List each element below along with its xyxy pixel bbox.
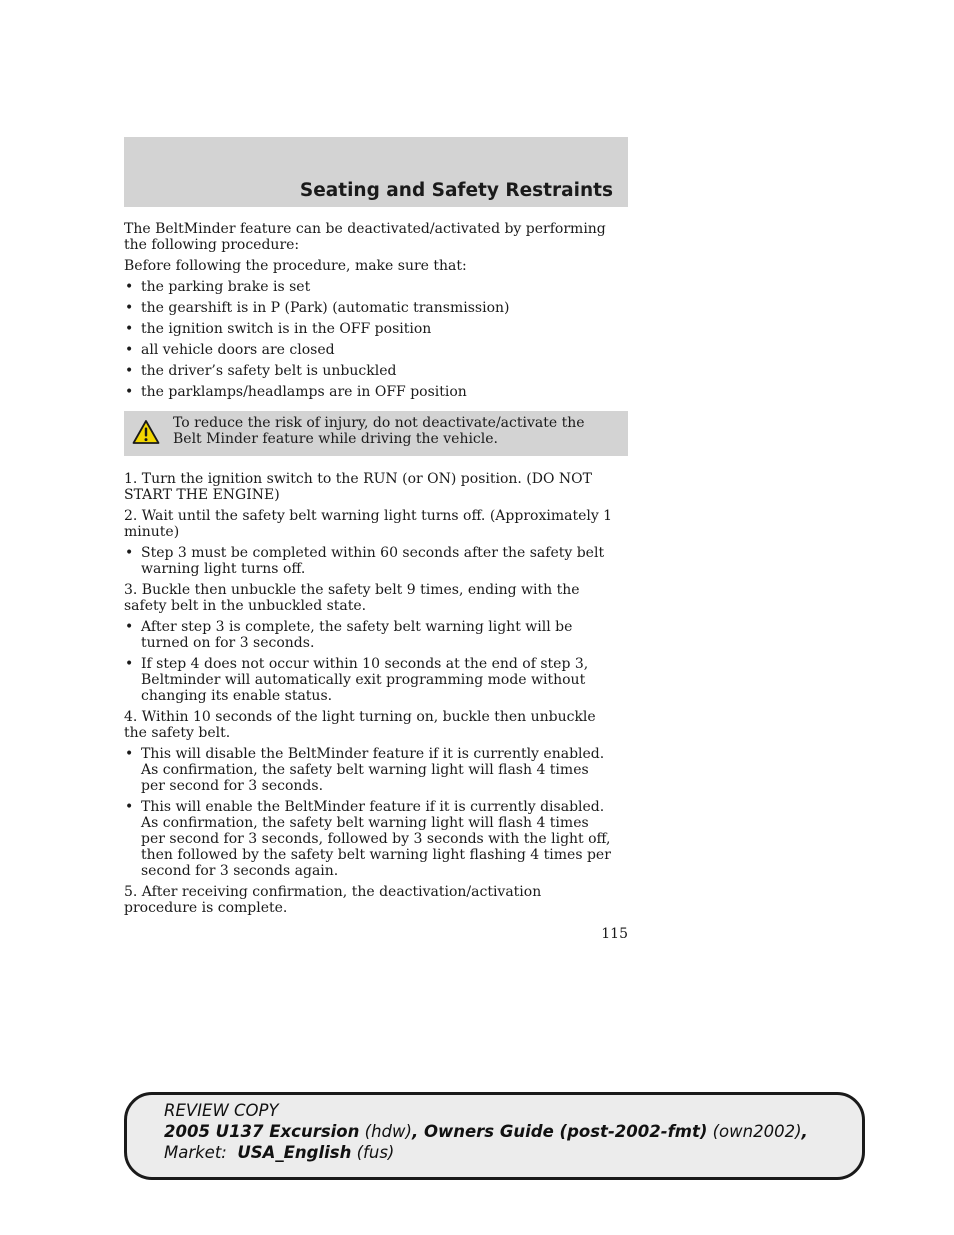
footer-market-line: Market: USA_English (fus) [164, 1143, 395, 1162]
preconditions-list [124, 279, 614, 400]
bullet-icon: • [125, 279, 134, 295]
warning-text: To reduce the risk of injury, do not deactivate/activate the Belt Minder feature while driving the vehicle. [173, 415, 585, 447]
review-copy-footer [124, 1092, 865, 1180]
list-item: • This will disable the BeltMinder feature if it is currently enabled. As confirmation, the safety belt warning light will flash 4 times per second for 3 seconds. [125, 746, 605, 794]
bullet-icon: • [125, 746, 134, 762]
footer-model-line: 2005 U137 Excursion (hdw), Owners Guide (post-2002-fmt) (own2002), [164, 1122, 808, 1141]
bullet-icon: • [125, 300, 134, 316]
bullet-icon: • [125, 342, 134, 358]
bullet-icon: • [125, 619, 134, 635]
list-item: • the ignition switch is in the OFF position [125, 321, 432, 337]
warning-box [124, 411, 628, 456]
bullet-icon: • [125, 799, 134, 815]
bullet-icon: • [125, 321, 134, 337]
list-item: • This will enable the BeltMinder feature if it is currently disabled. As confirmation, the safety belt warning light will flash 4 times per second for 3 seconds, followed by 3 seconds with the light off, then followed by the safety belt warning light flashing 4 times per second for 3 seconds again. [125, 799, 611, 879]
page-content [124, 221, 614, 921]
warning-triangle-icon [132, 419, 160, 445]
step-5: 5. After receiving confirmation, the deactivation/activation procedure is complete. [124, 884, 542, 916]
list-item: • After step 3 is complete, the safety belt warning light will be turned on for 3 seconds. [125, 619, 573, 651]
step-1: 1. Turn the ignition switch to the RUN (or ON) position. (DO NOT START THE ENGINE) [124, 471, 592, 503]
bullet-icon: • [125, 656, 134, 672]
bullet-icon: • [125, 545, 134, 561]
bullet-icon: • [125, 384, 134, 400]
step-2: 2. Wait until the safety belt warning light turns off. (Approximately 1 minute) [124, 508, 613, 540]
intro-paragraph: The BeltMinder feature can be deactivated/activated by performing the following procedure: [124, 221, 606, 253]
list-item: • the parklamps/headlamps are in OFF position [125, 384, 467, 400]
list-item: • the parking brake is set [125, 279, 311, 295]
list-item: • the driver’s safety belt is unbuckled [125, 363, 397, 379]
list-item: • all vehicle doors are closed [125, 342, 335, 358]
list-item: • If step 4 does not occur within 10 seconds at the end of step 3, Beltminder will automatically exit programming mode without changing its enable status. [125, 656, 589, 704]
step-4: 4. Within 10 seconds of the light turning on, buckle then unbuckle the safety belt. [124, 709, 596, 741]
list-item: • Step 3 must be completed within 60 seconds after the safety belt warning light turns off. [125, 545, 605, 577]
section-title: Seating and Safety Restraints [299, 180, 613, 201]
page-number: 115 [601, 926, 628, 942]
bullet-icon: • [125, 363, 134, 379]
section-header-band [124, 137, 628, 207]
list-item: • the gearshift is in P (Park) (automatic transmission) [125, 300, 510, 316]
footer-text [164, 1100, 808, 1163]
intro-paragraph: Before following the procedure, make sure that: [124, 258, 467, 274]
review-copy-label: REVIEW COPY [164, 1101, 279, 1120]
step-3: 3. Buckle then unbuckle the safety belt 9 times, ending with the safety belt in the unbuckled state. [124, 582, 580, 614]
